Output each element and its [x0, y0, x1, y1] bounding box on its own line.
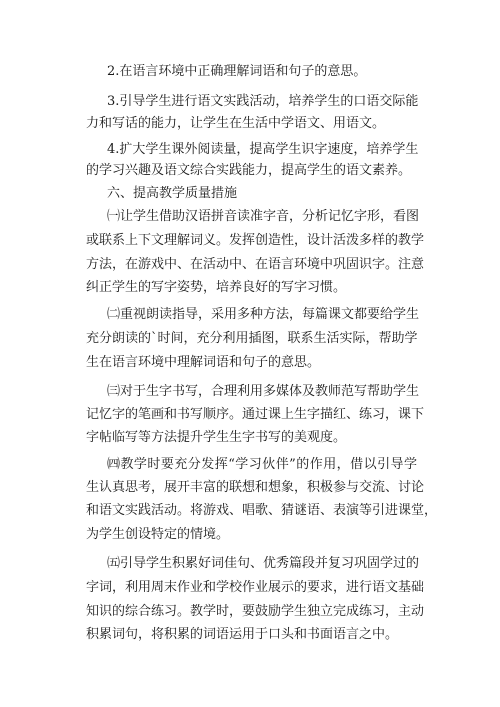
- text-line: 充分朗读的`时间，充分利用插图，联系生活实际，帮助学: [86, 331, 418, 346]
- text-line: 生在语言环境中理解词语和句子的意思。: [86, 355, 321, 370]
- text-line: ㈠让学生借助汉语拼音读准字音，分析记忆字形，看图: [107, 209, 420, 224]
- text-line: 4.扩大学生课外阅读量，提高学生识字速度，培养学生: [107, 142, 419, 157]
- text-line: 积累词句，将积累的词语运用于口头和书面语言之中。: [86, 627, 399, 642]
- text-line: ㈣教学时要充分发挥“学习伙伴”的作用，借以引导学: [107, 457, 417, 472]
- objective-item-2: 2.在语言环境中正确理解词语和句子的意思。: [107, 64, 367, 79]
- text-line: 3.引导学生进行语文实践活动，培养学生的口语交际能: [107, 94, 419, 109]
- text-line: 纠正学生的写字姿势，培养良好的写字习惯。: [86, 280, 347, 295]
- text-line: 或联系上下文理解词义。发挥创造性，设计活泼多样的教学: [86, 233, 425, 248]
- text-line: 方法，在游戏中、在活动中、在语言环境中巩固识字。注意: [86, 257, 425, 272]
- text-line: 记忆字的笔画和书写顺序。通过课上生字描红、练习，课下: [86, 407, 425, 422]
- text-line: 为学生创设特定的情境。: [86, 527, 230, 542]
- text-line: 字词，利用周末作业和学校作业展示的要求，进行语文基础: [86, 580, 425, 595]
- text-line: ㈡重视朗读指导，采用多种方法，每篇课文都要给学生: [107, 307, 420, 322]
- text-line: 和语文实践活动。将游戏、唱歌、猜谜语、表演等引进课堂，: [86, 503, 438, 518]
- text-line: 力和写话的能力，让学生在生活中学语文、用语文。: [86, 116, 386, 131]
- text-line: 字帖临写等方法提升学生生字书写的美观度。: [86, 430, 347, 445]
- text-line: ㈢对于生字书写，合理利用多媒体及教师范写帮助学生: [107, 384, 420, 399]
- text-line: 知识的综合练习。教学时，要鼓励学生独立完成练习，主动: [86, 604, 425, 619]
- section-heading: 六、提高教学质量措施: [107, 186, 238, 201]
- text-line: 生认真思考，展开丰富的联想和想象，积极参与交流、讨论: [86, 480, 425, 495]
- text-line: 的学习兴趣及语文综合实践能力，提高学生的语文素养。: [86, 163, 412, 178]
- text-line: ㈤引导学生积累好词佳句、优秀篇段并复习巩固学过的: [107, 556, 420, 571]
